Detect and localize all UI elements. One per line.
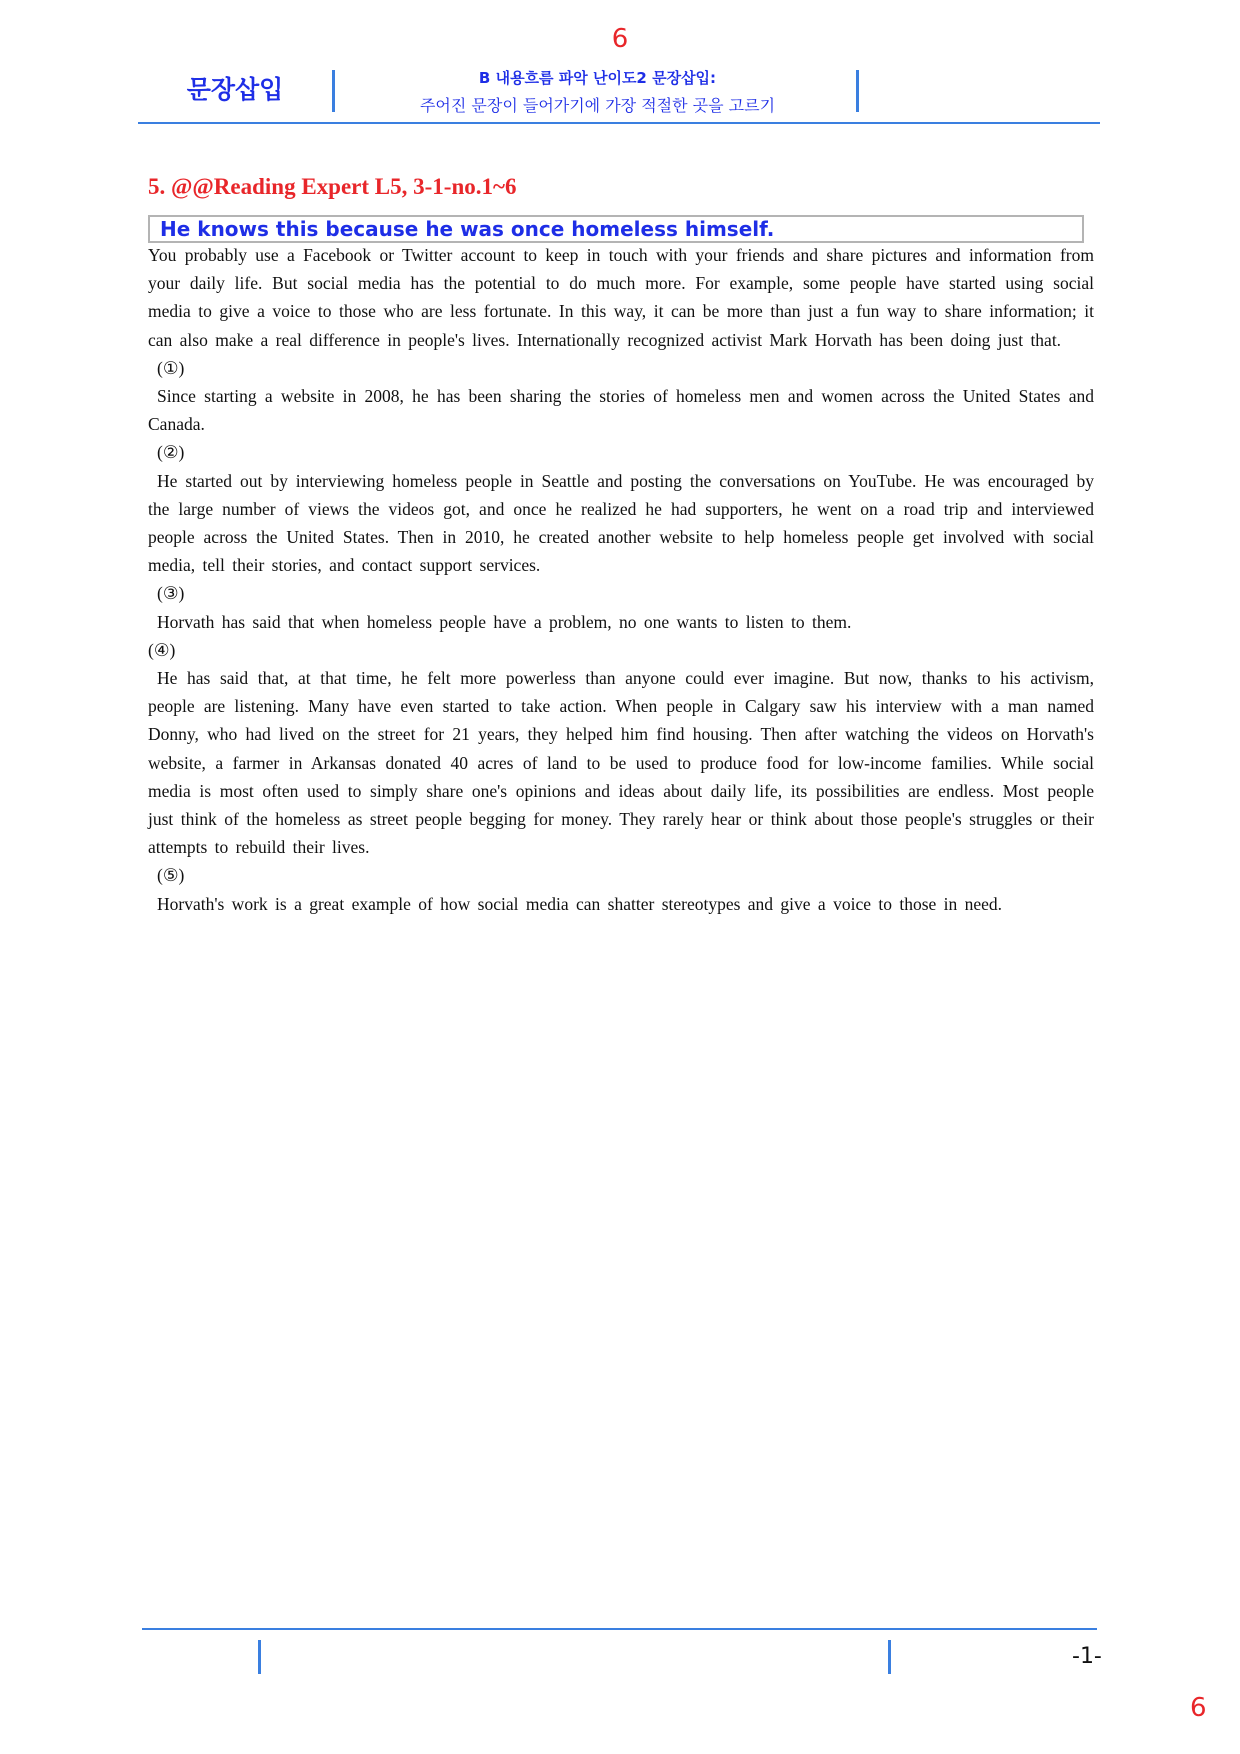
insertion-marker-1: (①) bbox=[157, 357, 185, 378]
corner-page-number: 6 bbox=[1190, 1693, 1207, 1723]
header-divider-left bbox=[332, 70, 335, 112]
given-sentence-box bbox=[148, 215, 1084, 243]
page-number-top: 6 bbox=[611, 24, 629, 54]
insertion-marker-2: (②) bbox=[157, 442, 185, 463]
header-title: 문장삽입 bbox=[186, 75, 284, 104]
header-subtitle-line1: B 내용흐름 파악 난이도2 문장삽입: bbox=[478, 69, 717, 87]
paragraph-3: He started out by interviewing homeless people in Seattle and posting the conversations on YouTube. He was encouraged by the large number of views the videos got, and once he realized he had supporters, he went on a road trip and interviewed people across the United States. Then in 2010, he created another website to help homeless people get involved with social media, tell their stories, and contact support services. bbox=[148, 470, 1094, 576]
paragraph-6: Horvath's work is a great example of how social media can shatter stereotypes and give a voice to those in need. bbox=[157, 893, 1003, 914]
footer-rule bbox=[142, 1628, 1097, 1630]
header-subtitle bbox=[340, 64, 855, 120]
insertion-marker-5: (⑤) bbox=[157, 865, 185, 886]
paragraph-5: He has said that, at that time, he felt more powerless than anyone could ever imagine. But now, thanks to his activism, people are listening. Many have even started to take action. When people in Calgary saw his interview with a man named Donny, who had lived on the street for 21 years, they helped him find housing. Then after watching the videos on Horvath's website, a farmer in Arkansas donated 40 acres of land to be used to produce food for low-income families. While social media is most often used to simply share one's opinions and ideas about daily life, its possibilities are endless. Most people just think of the homeless as street people begging for money. They rarely hear or think about those people's struggles or their attempts to rebuild their lives. bbox=[148, 668, 1094, 858]
paragraph-4: Horvath has said that when homeless people have a problem, no one wants to listen to them. bbox=[157, 611, 852, 632]
header-rule bbox=[138, 122, 1100, 124]
paragraph-2: Since starting a website in 2008, he has been sharing the stories of homeless men and women across the United States and Canada. bbox=[148, 386, 1094, 435]
paragraph-1: You probably use a Facebook or Twitter account to keep in touch with your friends and share pictures and information from your daily life. But social media has the potential to do much more. For example, some people have started using social media to give a voice to those who are less fortunate. In this way, it can be more than just a fun way to share information; it can also make a real difference in people's lives. Internationally recognized activist Mark Horvath has been doing just that. bbox=[148, 245, 1094, 350]
insertion-marker-3: (③) bbox=[157, 583, 185, 604]
insertion-marker-4: (④) bbox=[148, 639, 176, 660]
footer-divider-right bbox=[888, 1640, 891, 1674]
passage bbox=[148, 241, 1094, 918]
footer-page-label: -1- bbox=[1072, 1644, 1102, 1669]
question-heading: 5. @@Reading Expert L5, 3-1-no.1~6 bbox=[148, 174, 517, 199]
footer-divider-left bbox=[258, 1640, 261, 1674]
header-subtitle-line2: 주어진 문장이 들어가기에 가장 적절한 곳을 고르기 bbox=[419, 96, 776, 115]
header-divider-right bbox=[856, 70, 859, 112]
given-sentence: He knows this because he was once homeless himself. bbox=[160, 217, 775, 241]
